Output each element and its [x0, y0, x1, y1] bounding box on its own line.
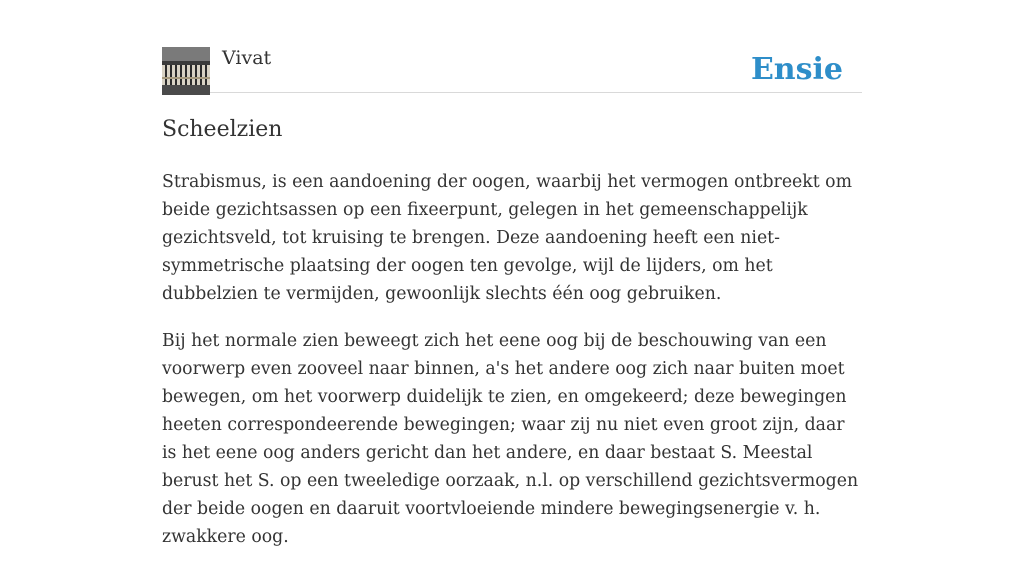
bookshelf-avatar-icon[interactable]: [162, 47, 210, 95]
article-body: [162, 168, 862, 570]
author-name[interactable]: Vivat: [222, 47, 272, 69]
page-title: Scheelzien: [162, 117, 283, 142]
brand-logo[interactable]: Ensie: [750, 52, 843, 87]
paragraph: Strabismus, is een aandoening der oogen, waarbij het vermogen ontbreekt om beide gezichtsassen op een fixeerpunt, gelegen in het gemeenschappelijk gezichtsveld, tot kruising te brengen. Deze aandoening heeft een niet-symmetrische plaatsing der oogen ten gevolge, wijl de lijders, om het dubbelzien te vermijden, gewoonlijk slechts één oog gebruiken.: [162, 172, 852, 304]
site-header: [162, 46, 862, 93]
paragraph: Bij het normale zien beweegt zich het eene oog bij de beschouwing van een voorwerp even zooveel naar binnen, a's het andere oog zich naar buiten moet bewegen, om het voorwerp duidelijk te zien, en omgekeerd; deze bewegingen heeten correspondeerende bewegingen; waar zij nu niet even groot zijn, daar is het eene oog anders gericht dan het andere, en daar bestaat S. Meestal berust het S. op een tweeledige oorzaak, n.l. op verschillend gezichtsvermogen der beide oogen en daaruit voortvloeiende mindere bewegingsenergie v. h. zwakkere oog.: [162, 331, 859, 547]
